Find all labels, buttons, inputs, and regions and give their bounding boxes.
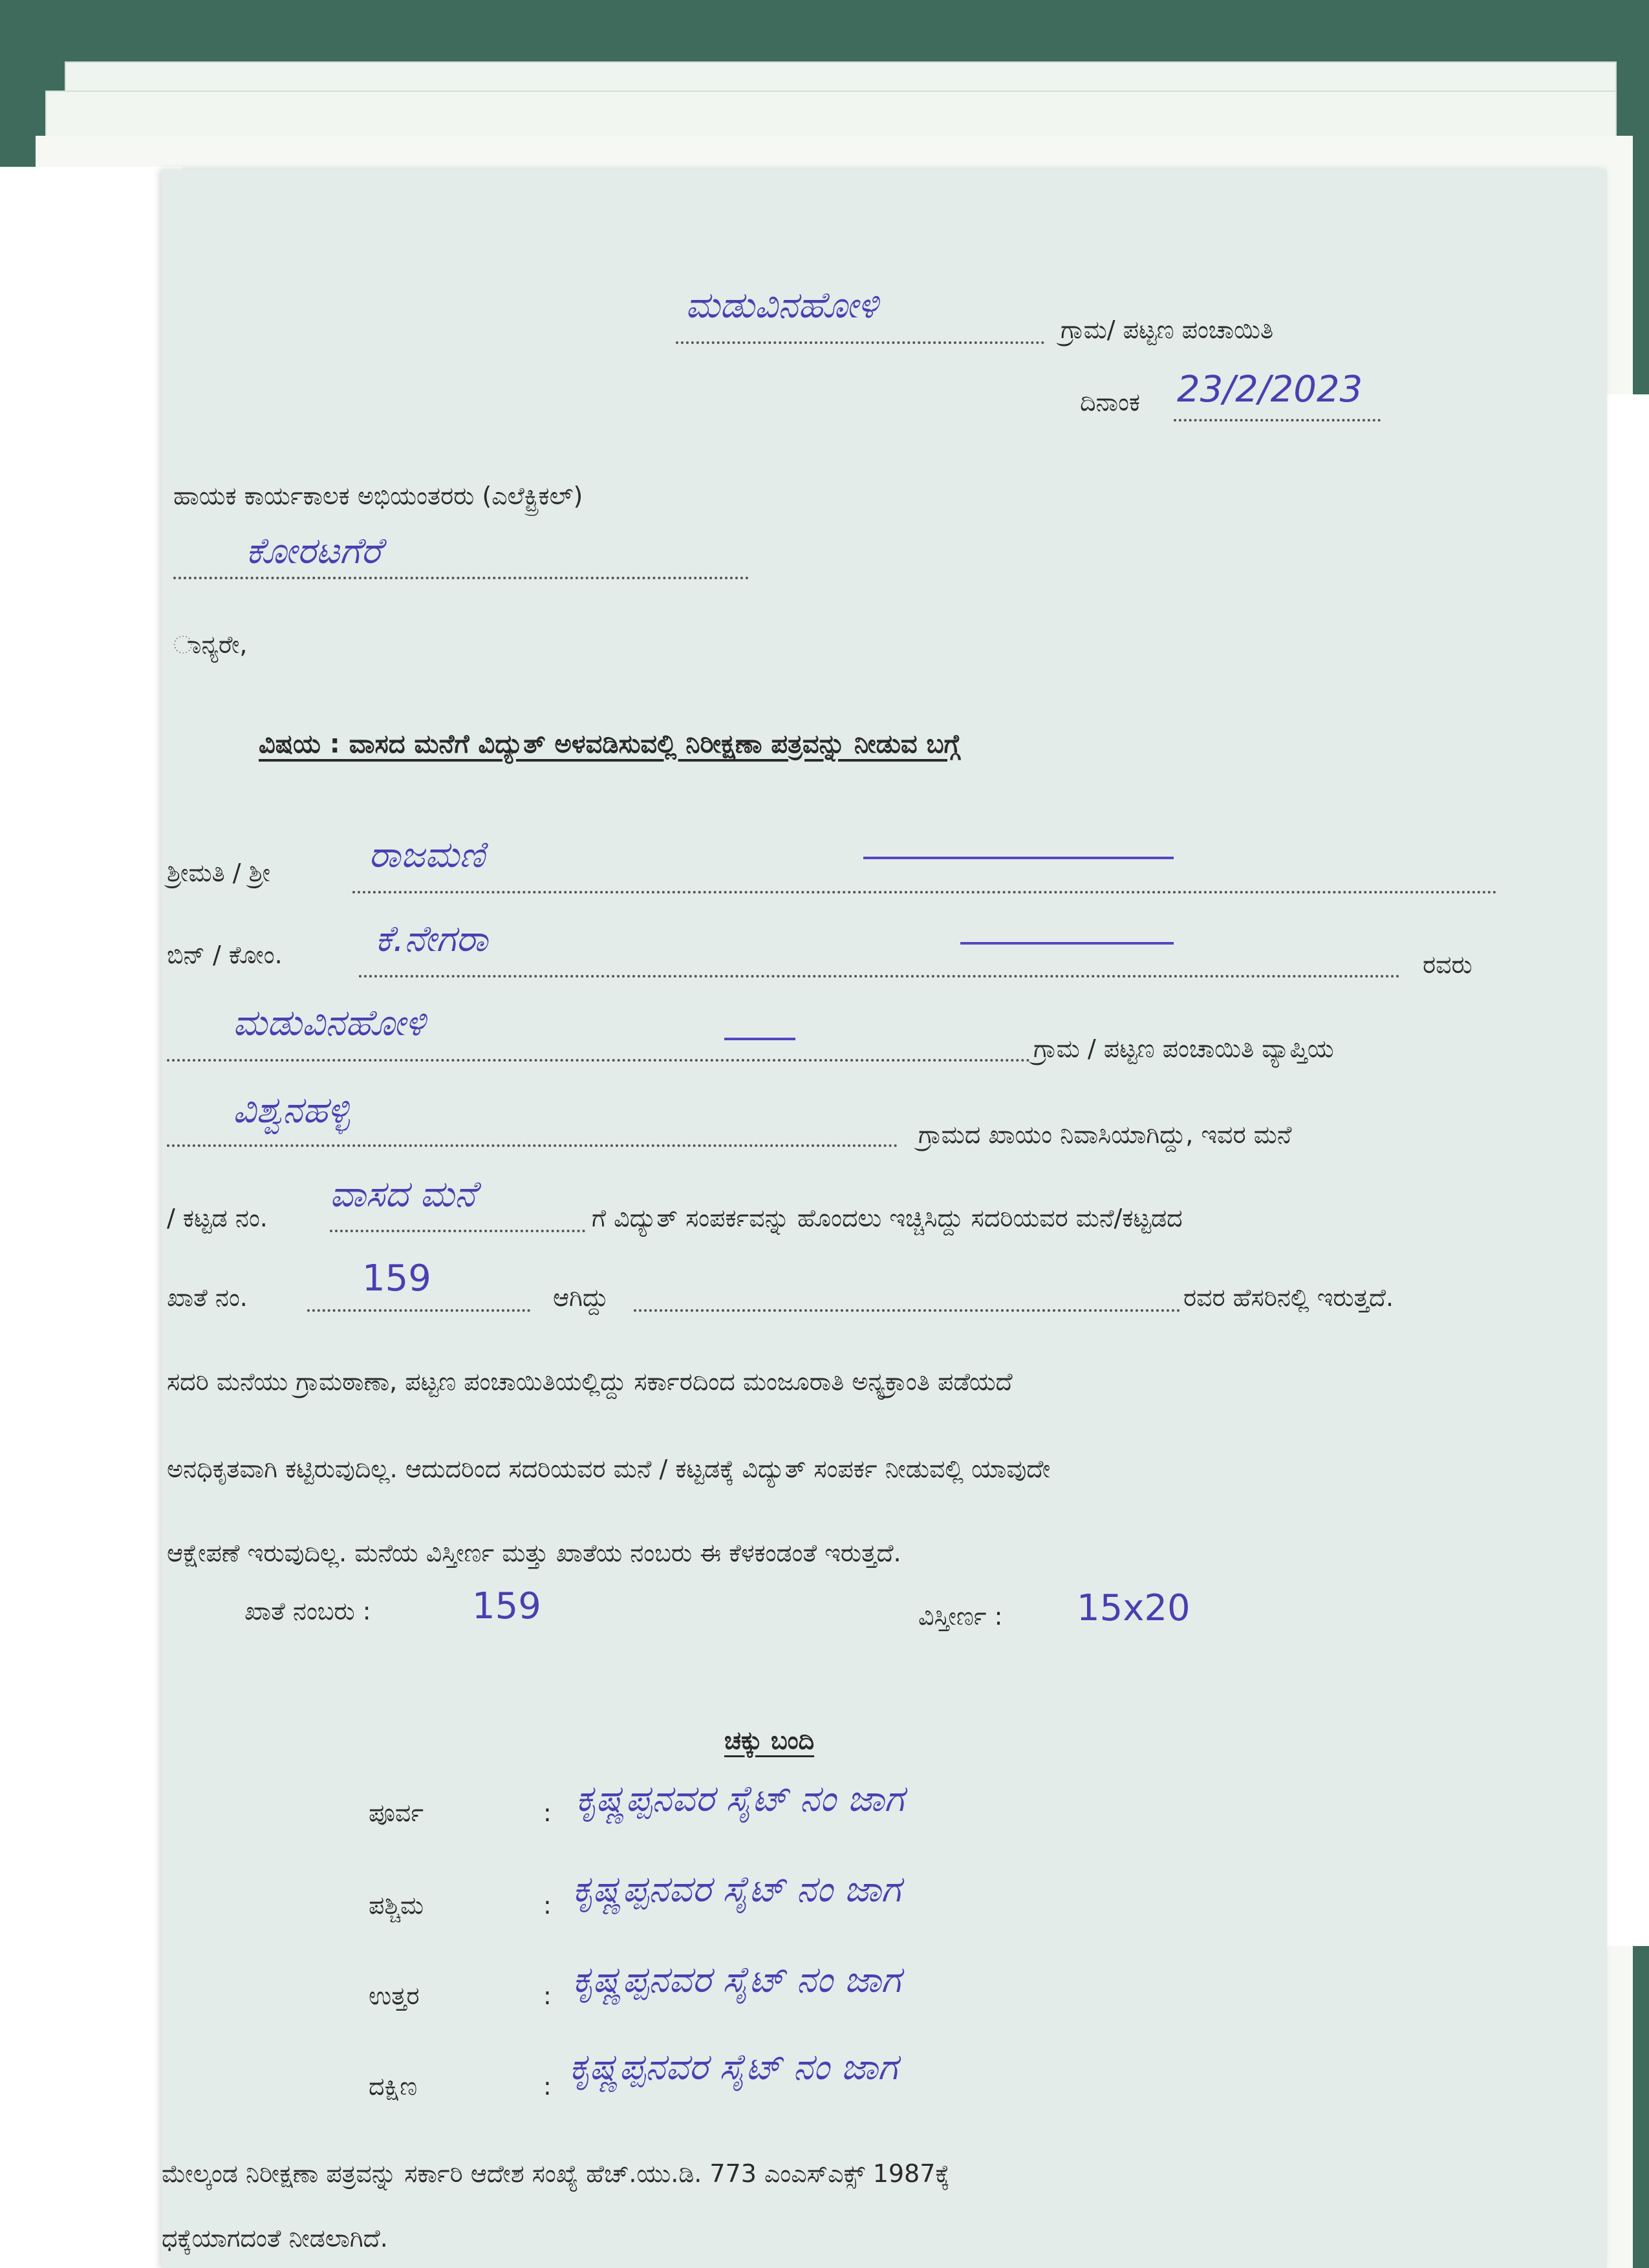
village-name-handwritten: ಮಡುವಿನಹೋಳಿ <box>685 284 878 326</box>
khata-owner-dotted-line <box>634 1309 1180 1312</box>
pen-stroke <box>960 942 1174 945</box>
addressee-place-handwritten: ಕೋರಟಗೆರೆ <box>246 530 382 572</box>
building-dotted-line <box>330 1230 585 1232</box>
khata-suffix: ರವರ ಹೆಸರಿನಲ್ಲಿ ಇರುತ್ತದೆ. <box>1183 1283 1394 1312</box>
village-dotted-line <box>167 1144 898 1147</box>
body-line-3: ಆಕ್ಷೇಪಣೆ ಇರುವುದಿಲ್ಲ. ಮನೆಯ ವಿಸ್ತೀರ್ಣ ಮತ್ತು ಖಾತೆಯ ನಂಬರು ಈ ಕೆಳಕಂಡಂತೆ ಇರುತ್ತದೆ. <box>167 1539 901 1567</box>
village-label: ಗ್ರಾಮ/ ಪಟ್ಟಣ ಪಂಚಾಯಿತಿ <box>1061 316 1274 344</box>
addressee-dotted-line <box>173 577 749 579</box>
area-handwritten: 15x20 <box>1077 1587 1191 1629</box>
village-label: ಗ್ರಾಮದ ಖಾಯಂ ನಿವಾಸಿಯಾಗಿದ್ದು, ಇವರ ಮನೆ <box>918 1120 1292 1149</box>
addressee-title: ಹಾಯಕ ಕಾರ್ಯಕಾಲಕ ಅಭಿಯಂತರರು (ಎಲೆಕ್ಟ್ರಿಕಲ್) <box>173 482 583 510</box>
body-line-2: ಅನಧಿಕೃತವಾಗಿ ಕಟ್ಟಿರುವುದಿಲ್ಲ. ಆದುದರಿಂದ ಸದರಿಯವರ ಮನೆ / ಕಟ್ಟಡಕ್ಕೆ ವಿದ್ಯುತ್ ಸಂಪರ್ಕ ನೀಡುವಲ್ಲಿ ಯಾವುದೇ <box>167 1455 1051 1483</box>
father-suffix: ರವರು <box>1423 950 1472 979</box>
subject-line: ವಿಷಯ : ವಾಸದ ಮನೆಗೆ ವಿದ್ಯುತ್ ಅಳವಡಿಸುವಲ್ಲಿ ನಿರೀಕ್ಷಣಾ ಪತ್ರವನ್ನು ನೀಡುವ ಬಗ್ಗೆ <box>259 729 961 759</box>
south-label: ದಕ್ಷಿಣ <box>369 2072 418 2101</box>
khata-label: ಖಾತೆ ನಂ. <box>167 1283 248 1312</box>
name-handwritten: ರಾಜಮಣಿ <box>369 834 485 876</box>
panchayat-handwritten: ಮಡುವಿನಹೋಳಿ <box>233 1002 426 1044</box>
village-dotted-line <box>676 341 1044 344</box>
name-label: ಶ್ರೀಮತಿ / ಶ್ರೀ <box>167 859 271 887</box>
building-label: / ಕಟ್ಟಡ ನಂ. <box>167 1204 268 1232</box>
west-label: ಪಶ್ಚಿಮ <box>369 1891 424 1920</box>
footer-line-1: ಮೇಲ್ಕಂಡ ನಿರೀಕ್ಷಣಾ ಪತ್ರವನ್ನು ಸರ್ಕಾರಿ ಆದೇಶ ಸಂಖ್ಯೆ ಹೆಚ್.ಯು.ಡಿ. 773 ಎಂಎಸ್ಎಕ್ಸ್ 1987ಕ್ಕೆ <box>162 2159 950 2188</box>
body-line-1: ಸದರಿ ಮನೆಯು ಗ್ರಾಮಠಾಣಾ, ಪಟ್ಟಣ ಪಂಚಾಯಿತಿಯಲ್ಲಿದ್ದು ಸರ್ಕಾರದಿಂದ ಮಂಜೂರಾತಿ ಅನ್ಯಕ್ರಾಂತಿ ಪಡೆಯದೆ <box>167 1367 1013 1396</box>
south-handwritten: ಕೃಷ್ಣಪ್ಪನವರ ಸೈಟ್ ನಂ ಜಾಗ <box>569 2046 898 2088</box>
khata-number-handwritten: 159 <box>472 1585 541 1627</box>
building-suffix: ಗೆ ವಿದ್ಯುತ್ ಸಂಪರ್ಕವನ್ನು ಹೊಂದಲು ಇಚ್ಚಿಸಿದ್ದು ಸದರಿಯವರ ಮನೆ/ಕಟ್ಟಡದ <box>592 1204 1183 1232</box>
pen-stroke <box>724 1038 795 1040</box>
salutation: ಾನ್ಯರೇ, <box>173 630 248 659</box>
khata-middle: ಆಗಿದ್ದು <box>553 1283 609 1312</box>
pen-stroke <box>863 857 1174 859</box>
name-dotted-line <box>352 891 1497 893</box>
footer-line-2: ಧಕ್ಕೆಯಾಗದಂತೆ ನೀಡಲಾಗಿದೆ. <box>162 2224 388 2252</box>
west-handwritten: ಕೃಷ್ಣಪ್ಪನವರ ಸೈಟ್ ನಂ ಜಾಗ <box>572 1868 901 1910</box>
east-label: ಪೂರ್ವ <box>369 1799 424 1827</box>
father-handwritten: ಕೆ.ನೇಗರಾ <box>375 918 488 960</box>
khata-handwritten: 159 <box>362 1257 431 1300</box>
father-label: ಬಿನ್ / ಕೋಂ. <box>167 941 283 969</box>
panchayat-label: ಗ್ರಾಮ / ಪಟ್ಟಣ ಪಂಚಾಯಿತಿ ವ್ಯಾಪ್ತಿಯ <box>1033 1034 1334 1063</box>
khata-dotted-line <box>307 1309 530 1312</box>
boundary-colon: : <box>543 2072 552 2101</box>
panchayat-dotted-line <box>167 1059 1030 1062</box>
boundary-colon: : <box>543 1982 552 2010</box>
area-label: ವಿಸ್ತೀರ್ಣ : <box>918 1602 1003 1631</box>
father-dotted-line <box>359 975 1400 978</box>
north-handwritten: ಕೃಷ್ಣಪ್ಪನವರ ಸೈಟ್ ನಂ ಜಾಗ <box>572 1959 901 2001</box>
boundary-colon: : <box>543 1799 552 1827</box>
boundaries-heading: ಚಕ್ಕು ಬಂದಿ <box>724 1726 815 1755</box>
date-handwritten: 23/2/2023 <box>1177 369 1363 411</box>
village-handwritten: ವಿಶ್ವನಹಳ್ಳಿ <box>233 1089 350 1131</box>
overlapping-page-strip <box>0 167 182 2268</box>
boundary-colon: : <box>543 1891 552 1920</box>
north-label: ಉತ್ತರ <box>369 1982 420 2010</box>
building-handwritten: ವಾಸದ ಮನೆ <box>330 1173 477 1215</box>
khata-number-label: ಖಾತೆ ನಂಬರು : <box>244 1597 371 1625</box>
date-label: ದಿನಾಂಕ <box>1080 388 1141 416</box>
east-handwritten: ಕೃಷ್ಣಪ್ಪನವರ ಸೈಟ್ ನಂ ಜಾಗ <box>576 1778 904 1820</box>
date-dotted-line <box>1174 419 1381 422</box>
